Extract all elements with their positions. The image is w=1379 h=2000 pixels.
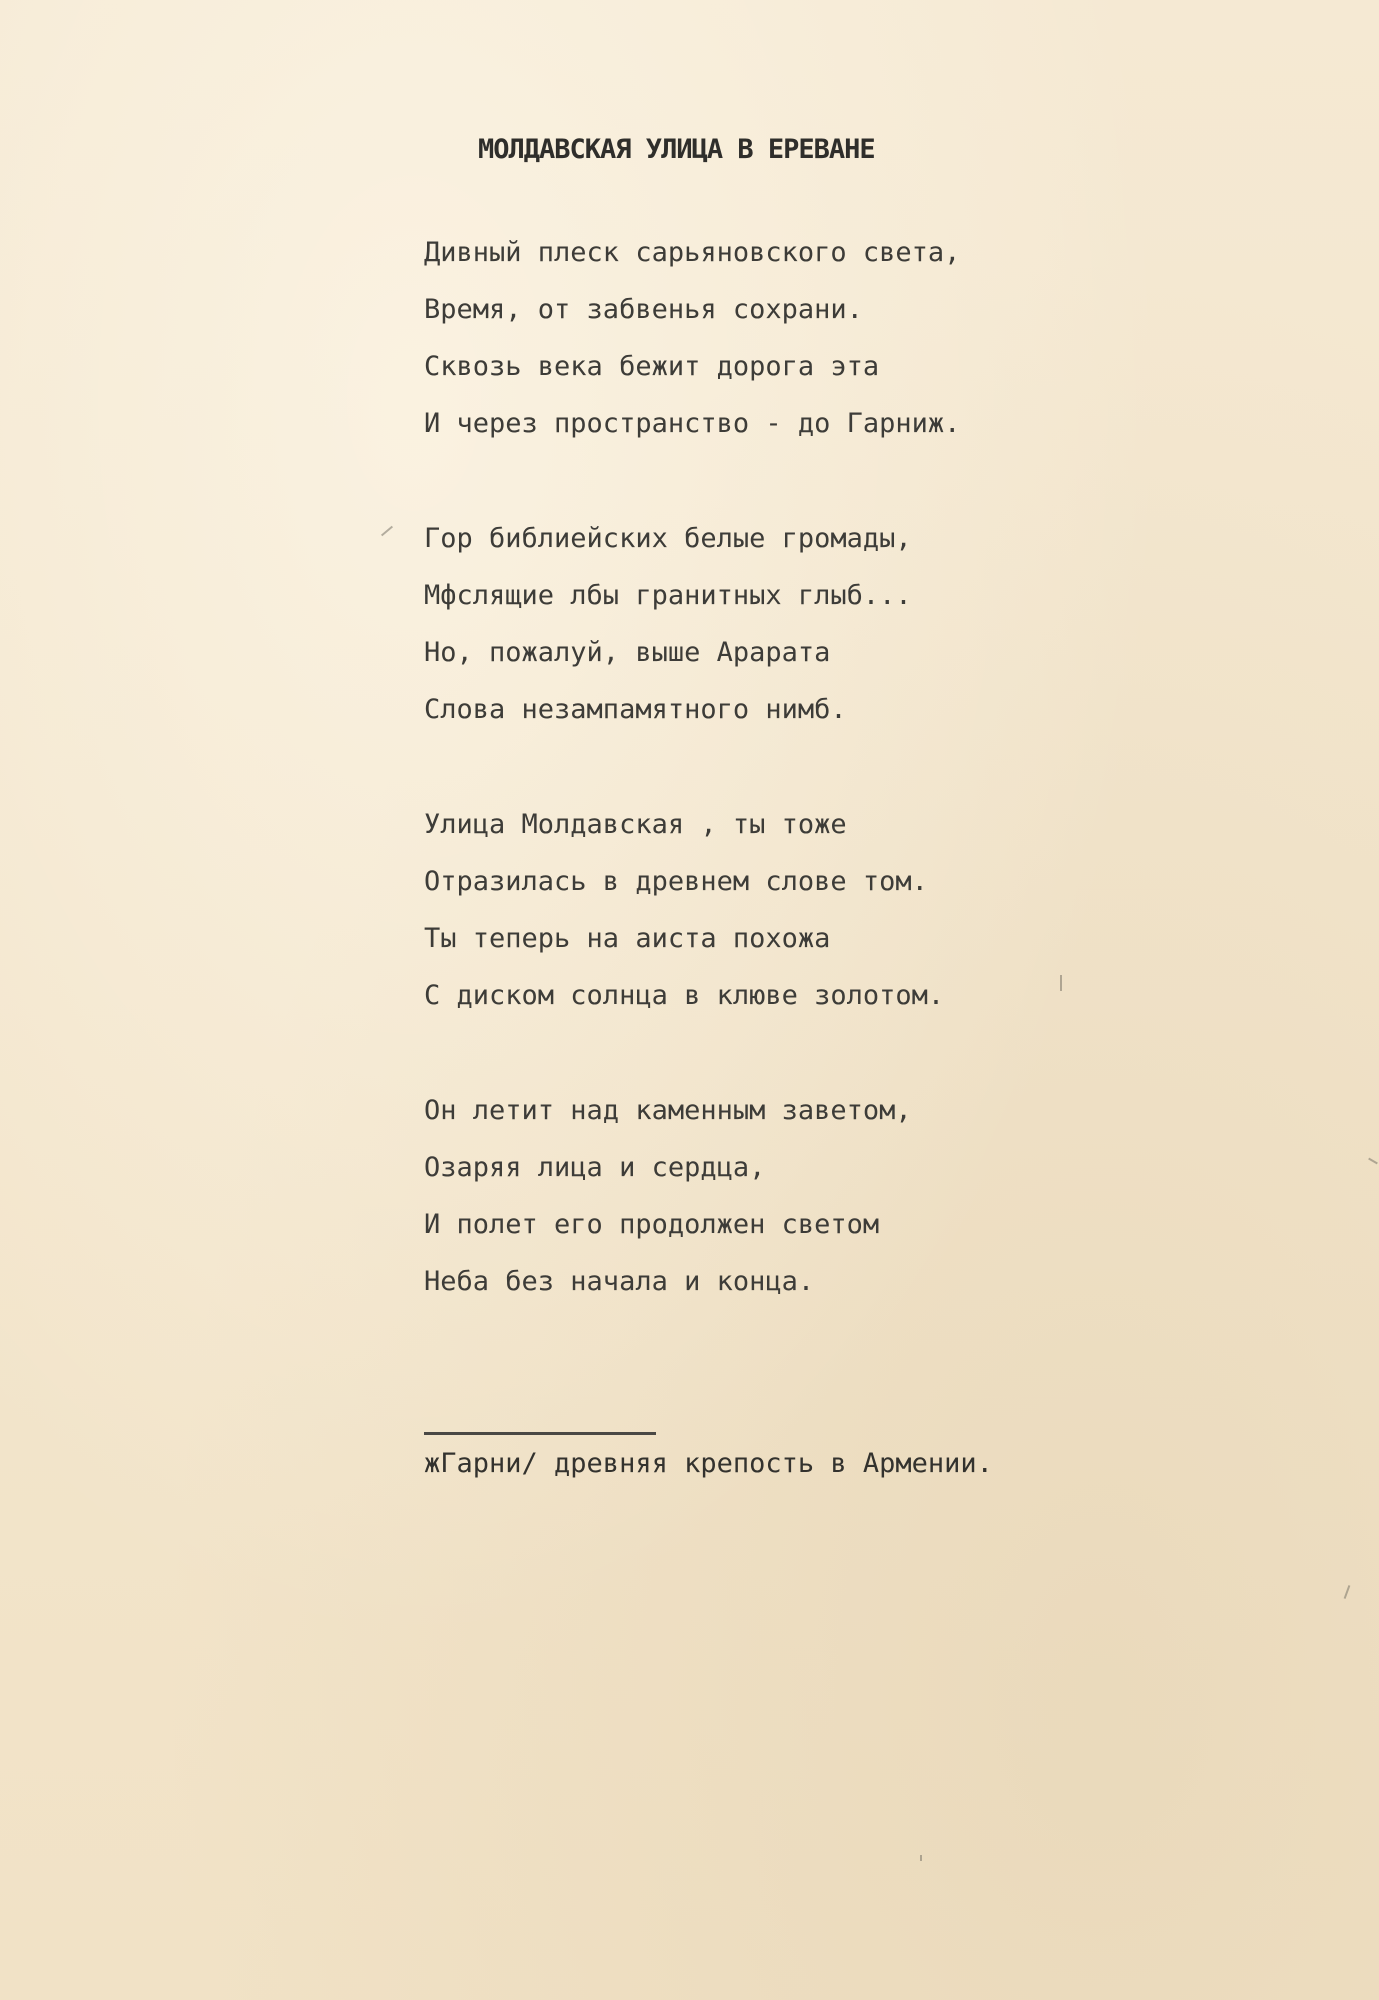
- footnote-divider: [424, 1432, 656, 1435]
- stanza-1: [424, 224, 960, 452]
- stanza-3: [424, 796, 960, 1024]
- poem-line: Время, от забвенья сохрани.: [424, 294, 863, 325]
- poem-line: Озаряя лица и сердца,: [424, 1152, 766, 1183]
- paper-mark: [1060, 975, 1062, 991]
- poem-line: И полет его продолжен светом: [424, 1209, 880, 1240]
- paper-mark: [381, 526, 393, 537]
- poem-body: [424, 224, 960, 1368]
- poem-line: Он летит над каменным заветом,: [424, 1095, 912, 1126]
- poem-line: Ты теперь на аиста похожа: [424, 923, 831, 954]
- poem-line: Но, пожалуй, выше Арарата: [424, 637, 831, 668]
- poem-line: Улица Молдавская , ты тоже: [424, 809, 847, 840]
- poem-line: Гор библиейских белые громады,: [424, 523, 912, 554]
- paper-mark: [1344, 1585, 1351, 1599]
- poem-line: Мфслящие лбы гранитных глыб...: [424, 580, 912, 611]
- poem-line: Отразилась в древнем слове том.: [424, 866, 928, 897]
- poem-line: С диском солнца в клюве золотом.: [424, 980, 945, 1011]
- poem-line: Слова незампамятного нимб.: [424, 694, 847, 725]
- poem-line: И через пространство - до Гарниж.: [424, 408, 961, 439]
- stanza-2: [424, 510, 960, 738]
- paper-mark: [1368, 1158, 1378, 1165]
- paper-mark: [920, 1855, 922, 1861]
- poem-title: МОЛДАВСКАЯ УЛИЦА В ЕРЕВАНЕ: [478, 134, 875, 165]
- footnote: жГарни/ древняя крепость в Армении.: [424, 1448, 993, 1479]
- poem-line: Неба без начала и конца.: [424, 1266, 815, 1297]
- stanza-4: [424, 1082, 960, 1310]
- poem-line: Дивный плеск сарьяновского света,: [424, 237, 961, 268]
- poem-line: Сквозь века бежит дорога эта: [424, 351, 880, 382]
